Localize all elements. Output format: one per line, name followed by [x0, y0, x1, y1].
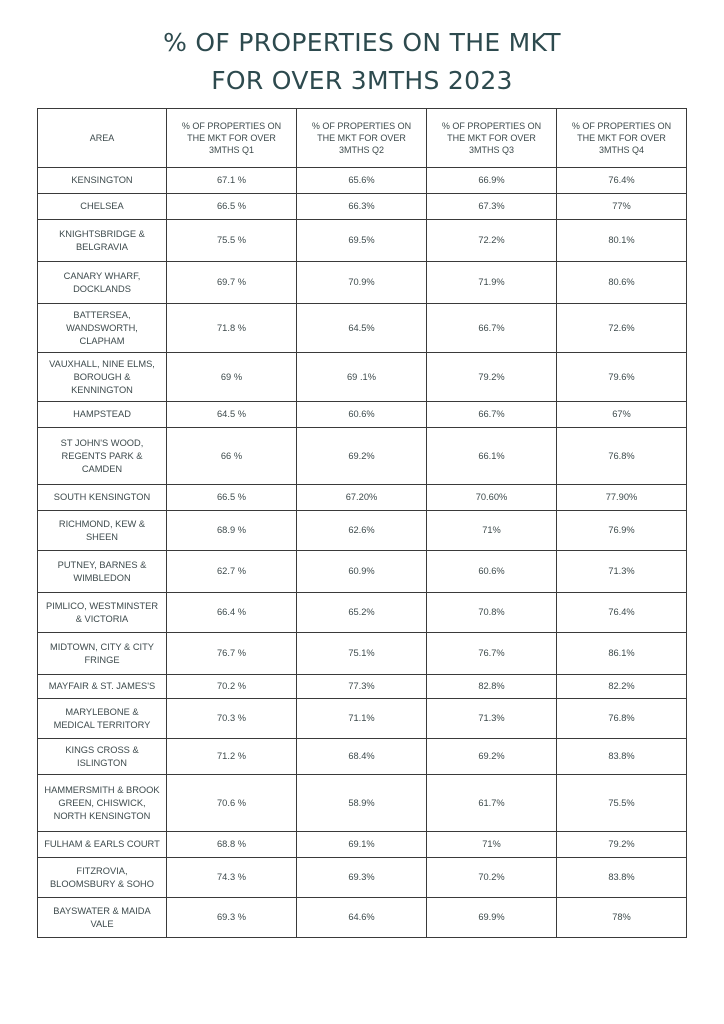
q2-cell: 66.3% [297, 194, 427, 220]
q1-cell: 69 % [167, 353, 297, 402]
q2-cell: 71.1% [297, 699, 427, 739]
header-q2: % OF PROPERTIES ON THE MKT FOR OVER 3MTHS Q2 [297, 109, 427, 168]
q2-cell: 67.20% [297, 485, 427, 511]
q1-cell: 68.8 % [167, 832, 297, 858]
table-row [38, 168, 687, 194]
area-cell: ST JOHN'S WOOD, REGENTS PARK & CAMDEN [38, 428, 167, 485]
q3-cell: 66.7% [427, 304, 557, 353]
q4-cell: 78% [557, 898, 687, 938]
table-row [38, 194, 687, 220]
q2-cell: 60.6% [297, 402, 427, 428]
q4-cell: 82.2% [557, 675, 687, 699]
q1-cell: 66.5 % [167, 485, 297, 511]
header-area: AREA [38, 109, 167, 168]
q3-cell: 71.9% [427, 262, 557, 304]
q3-cell-highlight: 82.8% [427, 675, 557, 699]
table-row [38, 775, 687, 832]
q1-cell: 70.6 % [167, 775, 297, 832]
q1-cell: 75.5 % [167, 220, 297, 262]
q1-cell: 66.5 % [167, 194, 297, 220]
table-row [38, 220, 687, 262]
page-title-line-2: FOR OVER 3MTHS 2023 [211, 66, 513, 95]
area-cell: HAMPSTEAD [38, 402, 167, 428]
q4-cell: 67% [557, 402, 687, 428]
q4-cell: 76.4% [557, 593, 687, 633]
q2-cell: 69.3% [297, 858, 427, 898]
q2-cell: 75.1% [297, 633, 427, 675]
q4-cell: 75.5% [557, 775, 687, 832]
q2-cell: 64.5% [297, 304, 427, 353]
q1-cell: 67.1 % [167, 168, 297, 194]
area-cell: MARYLEBONE & MEDICAL TERRITORY [38, 699, 167, 739]
q4-cell: 72.6% [557, 304, 687, 353]
page-title [0, 24, 724, 100]
q4-cell: 83.8% [557, 739, 687, 775]
q2-cell: 69.1% [297, 832, 427, 858]
table-row [38, 428, 687, 485]
q3-cell: 70.2% [427, 858, 557, 898]
q4-cell: 71.3% [557, 551, 687, 593]
q3-cell: 67.3% [427, 194, 557, 220]
table-row [38, 675, 687, 699]
table-row [38, 304, 687, 353]
area-cell: PUTNEY, BARNES & WIMBLEDON [38, 551, 167, 593]
q4-cell: 77% [557, 194, 687, 220]
q4-cell: 80.6% [557, 262, 687, 304]
q1-cell: 70.3 % [167, 699, 297, 739]
area-cell: PIMLICO, WESTMINSTER & VICTORIA [38, 593, 167, 633]
q4-cell: 77.90% [557, 485, 687, 511]
q3-cell: 76.7% [427, 633, 557, 675]
q1-cell: 71.2 % [167, 739, 297, 775]
q2-cell: 69.2% [297, 428, 427, 485]
q2-cell: 64.6% [297, 898, 427, 938]
q1-cell: 62.7 % [167, 551, 297, 593]
table-row [38, 353, 687, 402]
q1-cell: 66 % [167, 428, 297, 485]
table-row [38, 511, 687, 551]
q2-cell: 69.5% [297, 220, 427, 262]
q4-cell: 79.6% [557, 353, 687, 402]
table-row [38, 551, 687, 593]
area-cell: BATTERSEA, WANDSWORTH, CLAPHAM [38, 304, 167, 353]
q4-cell-highlight: 86.1% [557, 633, 687, 675]
table-row [38, 832, 687, 858]
q2-cell: 62.6% [297, 511, 427, 551]
q3-cell: 71% [427, 832, 557, 858]
q3-cell: 71% [427, 511, 557, 551]
area-cell: KENSINGTON [38, 168, 167, 194]
page-title-line-1: % OF PROPERTIES ON THE MKT [163, 28, 561, 57]
q2-cell: 70.9% [297, 262, 427, 304]
q3-cell: 60.6% [427, 551, 557, 593]
q1-cell: 69.7 % [167, 262, 297, 304]
q3-cell: 71.3% [427, 699, 557, 739]
q3-cell: 61.7% [427, 775, 557, 832]
area-cell: FULHAM & EARLS COURT [38, 832, 167, 858]
q4-cell: 76.8% [557, 699, 687, 739]
header-q3: % OF PROPERTIES ON THE MKT FOR OVER 3MTHS Q3 [427, 109, 557, 168]
q3-cell: 66.9% [427, 168, 557, 194]
area-cell: CHELSEA [38, 194, 167, 220]
q3-cell: 79.2% [427, 353, 557, 402]
area-cell: MAYFAIR & ST. JAMES'S [38, 675, 167, 699]
table-row [38, 262, 687, 304]
q3-cell: 69.2% [427, 739, 557, 775]
q1-cell: 66.4 % [167, 593, 297, 633]
q1-cell: 70.2 % [167, 675, 297, 699]
table-row [38, 485, 687, 511]
q3-cell: 69.9% [427, 898, 557, 938]
q1-cell: 71.8 % [167, 304, 297, 353]
q4-cell: 80.1% [557, 220, 687, 262]
area-cell: RICHMOND, KEW & SHEEN [38, 511, 167, 551]
properties-table [37, 108, 687, 938]
table-row [38, 898, 687, 938]
area-cell: CANARY WHARF, DOCKLANDS [38, 262, 167, 304]
q2-cell: 69 .1% [297, 353, 427, 402]
table-row [38, 699, 687, 739]
area-cell: VAUXHALL, NINE ELMS, BOROUGH & KENNINGTON [38, 353, 167, 402]
header-q1: % OF PROPERTIES ON THE MKT FOR OVER 3MTHS Q1 [167, 109, 297, 168]
q4-cell: 76.9% [557, 511, 687, 551]
q1-cell: 69.3 % [167, 898, 297, 938]
area-cell: KINGS CROSS & ISLINGTON [38, 739, 167, 775]
q2-cell-highlight: 77.3% [297, 675, 427, 699]
q3-cell: 66.1% [427, 428, 557, 485]
q3-cell: 70.60% [427, 485, 557, 511]
q2-cell: 58.9% [297, 775, 427, 832]
q1-cell: 74.3 % [167, 858, 297, 898]
q2-cell: 68.4% [297, 739, 427, 775]
q1-cell: 68.9 % [167, 511, 297, 551]
q2-cell: 60.9% [297, 551, 427, 593]
table-row [38, 593, 687, 633]
table-row [38, 633, 687, 675]
area-cell: SOUTH KENSINGTON [38, 485, 167, 511]
area-cell: KNIGHTSBRIDGE & BELGRAVIA [38, 220, 167, 262]
q1-cell-highlight: 76.7 % [167, 633, 297, 675]
q2-cell: 65.6% [297, 168, 427, 194]
area-cell: MIDTOWN, CITY & CITY FRINGE [38, 633, 167, 675]
q1-cell: 64.5 % [167, 402, 297, 428]
header-q4: % OF PROPERTIES ON THE MKT FOR OVER 3MTHS Q4 [557, 109, 687, 168]
q3-cell: 72.2% [427, 220, 557, 262]
q4-cell: 76.8% [557, 428, 687, 485]
table-row [38, 402, 687, 428]
q4-cell: 79.2% [557, 832, 687, 858]
table-row [38, 858, 687, 898]
q4-cell: 83.8% [557, 858, 687, 898]
area-cell: FITZROVIA, BLOOMSBURY & SOHO [38, 858, 167, 898]
area-cell: BAYSWATER & MAIDA VALE [38, 898, 167, 938]
table-row [38, 739, 687, 775]
area-cell: HAMMERSMITH & BROOK GREEN, CHISWICK, NORTH KENSINGTON [38, 775, 167, 832]
q2-cell: 65.2% [297, 593, 427, 633]
q4-cell: 76.4% [557, 168, 687, 194]
q3-cell: 70.8% [427, 593, 557, 633]
q3-cell: 66.7% [427, 402, 557, 428]
table-header-row [38, 109, 687, 168]
